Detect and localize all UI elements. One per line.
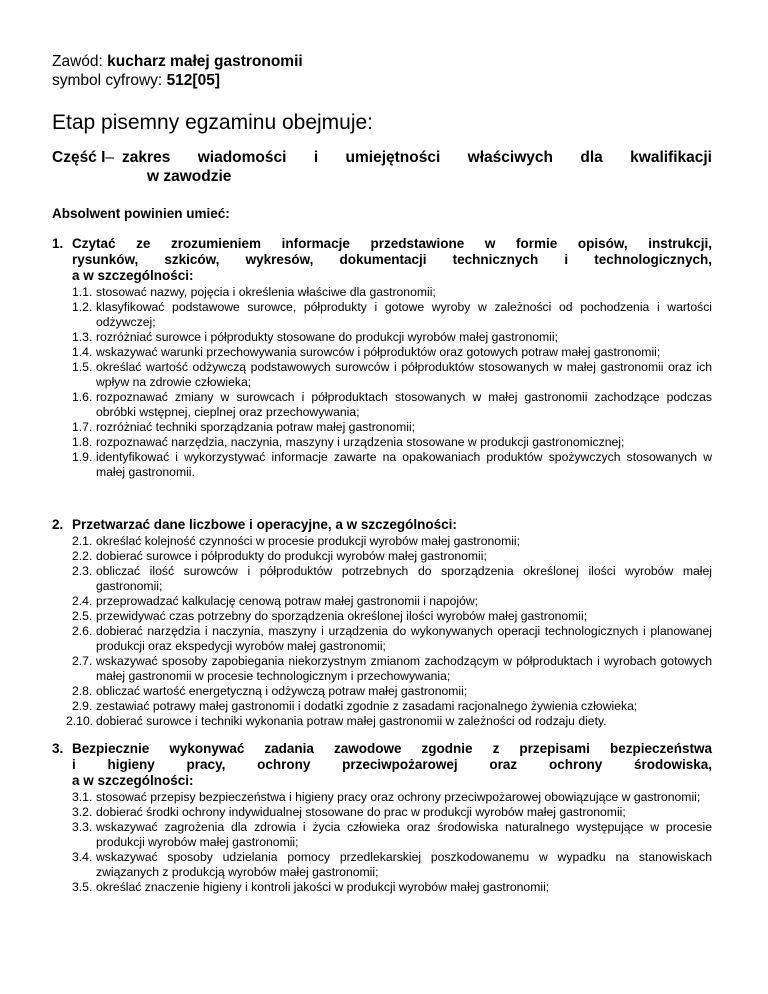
- item-text: rozróżniać techniki sporządzania potraw małej gastronomii;: [96, 420, 416, 434]
- list-item: [52, 300, 712, 330]
- item-text: określać wartość odżywczą podstawowych surowców i półproduktów stosowanych w małej gastronomii oraz ich wpływ na zdrowie człowieka;: [96, 360, 712, 389]
- item-text: wskazywać sposoby zapobiegania niekorzystnym zmianom zachodzącym w półproduktach i wyrobach gotowych małej gastronomii w procesie technologicznym i przechowywania;: [96, 654, 712, 683]
- section-2: [52, 517, 712, 729]
- item-text: rozpoznawać narzędzia, naczynia, maszyny i urządzenia stosowane w produkcji gastronomicznej;: [96, 435, 625, 449]
- item-number: 2.5.: [72, 609, 93, 623]
- section-heading-line: Bezpiecznie wykonywać zadania zawodowe zgodnie z przepisami bezpieczeństwa: [72, 741, 712, 756]
- list-item: [52, 609, 712, 624]
- symbol-line: [52, 71, 220, 90]
- part-dash: –: [105, 149, 115, 166]
- item-list: [52, 790, 712, 895]
- item-text: rozpoznawać zmiany w surowcach i półproduktach stosowanych w małej gastronomii zachodzące podczas obróbki wstępnej, cieplnej oraz przechowywania;: [96, 390, 712, 419]
- exam-title: Etap pisemny egzaminu obejmuje:: [52, 111, 374, 134]
- profession-line: [52, 52, 303, 71]
- list-item: [52, 714, 712, 729]
- item-text: zestawiać potrawy małej gastronomii i dodatki zgodnie z zasadami racjonalnego żywienia człowieka;: [96, 699, 638, 713]
- item-number: 3.5.: [72, 880, 93, 894]
- item-number: 1.3.: [72, 330, 93, 344]
- list-item: [52, 549, 712, 564]
- item-text: dobierać surowce i techniki wykonania potraw małej gastronomii w zależności od rodzaju diety.: [96, 714, 607, 728]
- item-text: dobierać narzędzia i naczynia, maszyny i urządzenia do wykonywanych operacji technologicznych i planowanej produkcji oraz ekspedycji wyrobów małej gastronomii;: [96, 624, 712, 653]
- list-item: [52, 435, 712, 450]
- item-text: wskazywać sposoby udzielania pomocy przedlekarskiej poszkodowanemu w wypadku na stanowiskach związanych z produkcją wyrobów małej gastronomii;: [96, 850, 712, 879]
- list-item: [52, 285, 712, 300]
- item-number: 3.1.: [72, 790, 93, 804]
- item-number: 1.5.: [72, 360, 93, 374]
- item-number: 3.3.: [72, 820, 93, 834]
- item-number: 1.1.: [72, 285, 93, 299]
- section-number: 1.: [52, 236, 64, 251]
- item-text: obliczać wartość energetyczną i odżywczą potraw małej gastronomii;: [96, 684, 468, 698]
- item-list: [52, 534, 712, 729]
- item-text: obliczać ilość surowców i półproduktów potrzebnych do sporządzenia określonej ilości wyrobów małej gastronomii;: [96, 564, 712, 593]
- list-item: [52, 699, 712, 714]
- list-item: [52, 594, 712, 609]
- item-text: stosować przepisy bezpieczeństwa i higieny pracy oraz ochrony przeciwpożarowej obowiązujące w gastronomii;: [96, 790, 701, 804]
- item-number: 1.6.: [72, 390, 93, 404]
- item-text: przeprowadzać kalkulację cenową potraw małej gastronomii i napojów;: [96, 594, 479, 608]
- item-text: przewidywać czas potrzebny do sporządzenia określonej ilości wyrobów małej gastronomii;: [96, 609, 588, 623]
- item-text: dobierać środki ochrony indywidualnej stosowane do prac w produkcji wyrobów małej gastronomii;: [96, 805, 626, 819]
- list-item: [52, 450, 712, 480]
- section-heading: [52, 517, 712, 533]
- item-text: stosować nazwy, pojęcia i określenia właściwe dla gastronomii;: [96, 285, 436, 299]
- item-number: 2.7.: [72, 654, 93, 668]
- item-number: 2.3.: [72, 564, 93, 578]
- item-number: 1.8.: [72, 435, 93, 449]
- item-text: identyfikować i wykorzystywać informacje zawarte na opakowaniach produktów spożywczych stosowanych w małej gastronomii.: [96, 450, 712, 479]
- section-heading-line: Czytać ze zrozumieniem informacje przedstawione w formie opisów, instrukcji,: [72, 236, 712, 251]
- part-label: Część I: [52, 149, 106, 166]
- list-item: [52, 850, 712, 880]
- item-number: 3.2.: [72, 805, 93, 819]
- item-text: dobierać surowce i półprodukty do produkcji wyrobów małej gastronomii;: [96, 549, 487, 563]
- list-item: [52, 564, 712, 594]
- list-item: [52, 790, 712, 805]
- list-item: [52, 654, 712, 684]
- section-number: 3.: [52, 741, 64, 756]
- item-number: 1.4.: [72, 345, 93, 359]
- item-number: 2.8.: [72, 684, 93, 698]
- part-title: [52, 148, 712, 186]
- symbol-label: symbol cyfrowy:: [52, 72, 163, 89]
- item-number: 2.10.: [66, 714, 94, 728]
- section-3: [52, 741, 712, 895]
- item-number: 2.1.: [72, 534, 93, 548]
- list-item: [52, 420, 712, 435]
- section-heading-line: Przetwarzać dane liczbowe i operacyjne, a w szczególności:: [72, 517, 457, 532]
- item-list: [52, 285, 712, 480]
- item-number: 2.4.: [72, 594, 93, 608]
- list-item: [52, 534, 712, 549]
- section-heading-line: rysunków, szkiców, wykresów, dokumentacji technicznych i technologicznych,: [72, 252, 712, 267]
- section-1: [52, 236, 712, 480]
- item-number: 2.6.: [72, 624, 93, 638]
- item-number: 3.4.: [72, 850, 93, 864]
- list-item: [52, 345, 712, 360]
- absolwent-heading: Absolwent powinien umieć:: [52, 206, 230, 221]
- item-number: 1.9.: [72, 450, 93, 464]
- list-item: [52, 624, 712, 654]
- item-number: 1.2.: [72, 300, 93, 314]
- symbol-value: 512[05]: [166, 72, 220, 89]
- item-text: określać znaczenie higieny i kontroli jakości w produkcji wyrobów małej gastronomii;: [96, 880, 550, 894]
- list-item: [52, 360, 712, 390]
- part-title-line2: w zawodzie: [147, 168, 232, 185]
- list-item: [52, 805, 712, 820]
- list-item: [52, 330, 712, 345]
- section-heading: [52, 741, 712, 789]
- list-item: [52, 820, 712, 850]
- item-number: 2.2.: [72, 549, 93, 563]
- section-heading-line: a w szczególności:: [72, 268, 194, 283]
- item-text: wskazywać warunki przechowywania surowców i półproduktów oraz gotowych potraw małej gastronomii;: [96, 345, 661, 359]
- item-text: wskazywać zagrożenia dla zdrowia i życia człowieka oraz środowiska naturalnego występujące w procesie produkcji wyrobów małej gastronomii;: [96, 820, 712, 849]
- section-heading-line: i higieny pracy, ochrony przeciwpożarowej oraz ochrony środowiska,: [72, 757, 712, 772]
- list-item: [52, 684, 712, 699]
- item-number: 2.9.: [72, 699, 93, 713]
- profession-value: kucharz małej gastronomii: [107, 53, 303, 70]
- list-item: [52, 390, 712, 420]
- list-item: [52, 880, 712, 895]
- item-number: 1.7.: [72, 420, 93, 434]
- item-text: klasyfikować podstawowe surowce, półprodukty i gotowe wyroby w zależności od pochodzenia i wartości odżywczej;: [96, 300, 712, 329]
- item-text: określać kolejność czynności w procesie produkcji wyrobów małej gastronomii;: [96, 534, 521, 548]
- part-title-line1: zakres wiadomości i umiejętności właściwych dla kwalifikacji: [122, 149, 712, 166]
- section-number: 2.: [52, 517, 64, 532]
- profession-label: Zawód:: [52, 53, 103, 70]
- section-heading-line: a w szczególności:: [72, 773, 194, 788]
- section-heading: [52, 236, 712, 284]
- item-text: rozróżniać surowce i półprodukty stosowane do produkcji wyrobów małej gastronomii;: [96, 330, 558, 344]
